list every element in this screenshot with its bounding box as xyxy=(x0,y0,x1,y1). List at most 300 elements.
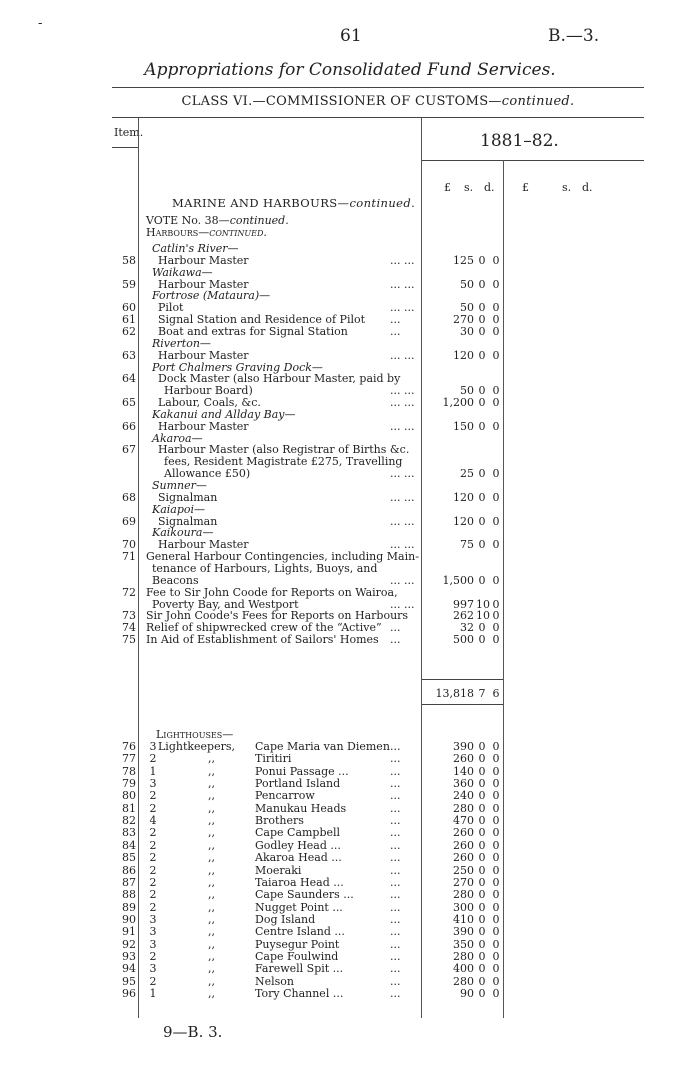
amount-pence: 0 xyxy=(492,609,500,623)
amount-shillings: 0 xyxy=(478,573,486,587)
lighthouse-location: Taiaroa Head ... xyxy=(255,875,344,889)
item-row-75 xyxy=(110,634,510,646)
amount-pence: 0 xyxy=(492,538,500,552)
leader-dots: ... xyxy=(390,962,401,976)
item-number: 90 xyxy=(122,912,136,926)
item-number: 83 xyxy=(122,826,136,840)
total-pounds: 13,818 xyxy=(435,687,474,700)
item-number: 91 xyxy=(122,925,136,939)
lighthouse-row-93 xyxy=(110,951,510,963)
ditto-mark: ,, xyxy=(208,863,215,877)
item-number: 81 xyxy=(122,801,136,815)
item-number: 84 xyxy=(122,838,136,852)
lighthouse-row-79 xyxy=(110,778,510,790)
leader-dots: ... ... xyxy=(390,573,415,587)
ditto-mark: ,, xyxy=(208,752,215,766)
amount-pounds: 280 xyxy=(453,801,474,815)
item-description: Kaikoura— xyxy=(152,526,214,540)
ditto-mark: ,, xyxy=(208,875,215,889)
amount-shillings: 0 xyxy=(478,974,486,988)
leader-dots: ... xyxy=(390,777,401,791)
item-column-header: Item. xyxy=(114,126,144,139)
item-number: 67 xyxy=(122,443,136,457)
lighthouse-location: Nugget Point ... xyxy=(255,900,343,914)
item-description: Allowance £50) xyxy=(164,467,251,481)
lighthouse-location: Centre Island ... xyxy=(255,925,345,939)
lighthouse-row-96 xyxy=(110,988,510,1000)
item-number: 94 xyxy=(122,962,136,976)
amount-shillings: 0 xyxy=(478,419,486,433)
item-description: Signal Station and Residence of Pilot xyxy=(158,313,366,327)
amount-pence: 0 xyxy=(492,851,500,865)
keeper-count: 3 xyxy=(149,777,157,791)
item-description: Waikawa— xyxy=(152,265,213,279)
item-description: In Aid of Establishment of Sailors' Homes xyxy=(146,633,379,647)
keeper-count: 3 xyxy=(149,740,157,753)
subtotal-rule-bottom xyxy=(422,704,503,705)
amount-shillings: 0 xyxy=(478,925,486,939)
amount-shillings: 0 xyxy=(478,801,486,815)
leader-dots: ... xyxy=(390,875,401,889)
amount-shillings: 0 xyxy=(478,777,486,791)
item-description: Harbour Master xyxy=(158,538,249,552)
leader-dots: ... xyxy=(390,937,401,951)
keeper-count: 1 xyxy=(149,764,157,778)
lighthouse-location: Puysegur Point xyxy=(255,937,340,951)
amount-pounds: 30 xyxy=(460,324,474,338)
amount-pounds: 280 xyxy=(453,888,474,902)
item-description: Fee to Sir John Coode for Reports on Wairoa, xyxy=(146,585,398,599)
amount-pence: 0 xyxy=(492,937,500,951)
amount-pounds: 240 xyxy=(453,789,474,803)
item-description: Signalman xyxy=(158,514,218,528)
item-number: 59 xyxy=(122,277,136,291)
amount-pounds: 125 xyxy=(453,253,474,267)
ditto-mark: ,, xyxy=(208,900,215,914)
lighthouse-row-87 xyxy=(110,877,510,889)
pence-unit: d. xyxy=(484,181,495,194)
keeper-count: 2 xyxy=(149,863,157,877)
year-header: 1881–82. xyxy=(480,131,559,151)
ditto-mark: ,, xyxy=(208,962,215,976)
item-number: 78 xyxy=(122,764,136,778)
lighthouse-row-90 xyxy=(110,914,510,926)
amount-shillings: 0 xyxy=(478,789,486,803)
lighthouse-row-95 xyxy=(110,976,510,988)
item-number: 86 xyxy=(122,863,136,877)
amount-pounds: 90 xyxy=(460,987,474,1000)
leader-dots: ... ... xyxy=(390,597,415,611)
amount-shillings: 0 xyxy=(478,949,486,963)
item-description: Port Chalmers Graving Dock— xyxy=(152,360,323,374)
keeper-count: 2 xyxy=(149,900,157,914)
item-number: 58 xyxy=(122,253,136,267)
amount-pence: 0 xyxy=(492,313,500,327)
amount-pence: 0 xyxy=(492,863,500,877)
leader-dots: ... xyxy=(390,888,401,902)
lighthouse-location: Brothers xyxy=(255,814,304,828)
amount-shillings: 0 xyxy=(478,324,486,338)
pound-unit-2: £ xyxy=(522,181,529,194)
section-title xyxy=(172,196,415,210)
lighthouse-location: Tory Channel ... xyxy=(255,987,344,1000)
leader-dots: ... xyxy=(390,621,401,635)
ditto-mark: ,, xyxy=(208,801,215,815)
amount-pounds: 400 xyxy=(453,962,474,976)
leader-dots: ... ... xyxy=(390,419,415,433)
amount-shillings: 0 xyxy=(478,277,486,291)
amount-pounds: 262 xyxy=(453,609,474,623)
class-title-cont: continued. xyxy=(501,94,575,109)
item-description: Sir John Coode's Fees for Reports on Harbours xyxy=(146,609,409,623)
amount-pounds: 260 xyxy=(453,752,474,766)
amount-pounds: 390 xyxy=(453,740,474,753)
item-description: General Harbour Contingencies, including Main- xyxy=(146,550,419,564)
item-number: 64 xyxy=(122,372,136,386)
amount-pence: 0 xyxy=(492,348,500,362)
document-reference: B.—3. xyxy=(548,26,600,46)
lighthouse-location: Godley Head ... xyxy=(255,838,341,852)
item-number: 74 xyxy=(122,621,136,635)
amount-pounds: 50 xyxy=(460,301,474,315)
item-row-63 xyxy=(110,350,510,362)
leader-dots: ... xyxy=(390,851,401,865)
item-row-continuation xyxy=(110,338,510,350)
harbours-cont: continued. xyxy=(209,226,267,239)
item-row-continuation xyxy=(110,575,510,587)
amount-pounds: 350 xyxy=(453,937,474,951)
amount-pence: 0 xyxy=(492,752,500,766)
lightkeepers-label: Lightkeepers, xyxy=(158,740,236,753)
amount-shillings: 0 xyxy=(478,396,486,410)
amount-pence: 0 xyxy=(492,301,500,315)
keeper-count: 2 xyxy=(149,826,157,840)
item-description: Boat and extras for Signal Station xyxy=(158,324,348,338)
leader-dots: ... ... xyxy=(390,384,415,398)
amount-pounds: 260 xyxy=(453,826,474,840)
item-description: Harbour Master xyxy=(158,348,249,362)
item-number: 66 xyxy=(122,419,136,433)
item-number: 69 xyxy=(122,514,136,528)
amount-pounds: 25 xyxy=(460,467,474,481)
ditto-mark: ,, xyxy=(208,777,215,791)
lighthouse-row-81 xyxy=(110,803,510,815)
leader-dots: ... ... xyxy=(390,538,415,552)
item-description: Harbour Master xyxy=(158,419,249,433)
amount-shillings: 10 xyxy=(476,609,490,623)
vote-main: VOTE No. 38— xyxy=(146,214,230,227)
amount-pounds: 120 xyxy=(453,490,474,504)
keeper-count: 2 xyxy=(149,851,157,865)
shilling-unit: s. xyxy=(464,181,474,194)
item-description: Pilot xyxy=(158,301,184,315)
item-row-continuation xyxy=(110,504,510,516)
amount-shillings: 0 xyxy=(478,851,486,865)
amount-pounds: 260 xyxy=(453,851,474,865)
amount-pence: 0 xyxy=(492,490,500,504)
item-description: Beacons xyxy=(152,573,199,587)
keeper-count: 2 xyxy=(149,789,157,803)
lighthouse-location: Portland Island xyxy=(255,777,341,791)
leader-dots: ... xyxy=(390,900,401,914)
pound-unit: £ xyxy=(444,181,451,194)
amount-shillings: 0 xyxy=(478,253,486,267)
leader-dots: ... xyxy=(390,789,401,803)
amount-pounds: 250 xyxy=(453,863,474,877)
amount-shillings: 0 xyxy=(478,752,486,766)
item-number: 70 xyxy=(122,538,136,552)
amount-pence: 0 xyxy=(492,974,500,988)
harbours-main: Harbours— xyxy=(146,226,210,239)
amount-shillings: 0 xyxy=(478,538,486,552)
leader-dots: ... xyxy=(390,633,401,647)
item-number: 76 xyxy=(122,740,136,753)
lighthouse-location: Tiritiri xyxy=(255,752,292,766)
item-description: Kakanui and Allday Bay— xyxy=(152,407,296,421)
amount-pence: 0 xyxy=(492,597,500,611)
lighthouse-row-78 xyxy=(110,766,510,778)
amount-pence: 0 xyxy=(492,900,500,914)
leader-dots: ... xyxy=(390,949,401,963)
amount-pence: 0 xyxy=(492,621,500,635)
item-description: Harbour Master (also Registrar of Births &c. xyxy=(158,443,410,457)
amount-pence: 0 xyxy=(492,838,500,852)
amount-shillings: 0 xyxy=(478,987,486,1000)
lighthouse-row-77 xyxy=(110,753,510,765)
lighthouse-row-88 xyxy=(110,889,510,901)
amount-pence: 0 xyxy=(492,814,500,828)
amount-pence: 0 xyxy=(492,253,500,267)
amount-pence: 0 xyxy=(492,514,500,528)
item-description: Signalman xyxy=(158,490,218,504)
amount-pence: 0 xyxy=(492,764,500,778)
ditto-mark: ,, xyxy=(208,949,215,963)
item-number: 80 xyxy=(122,789,136,803)
lighthouse-location: Akaroa Head ... xyxy=(255,851,342,865)
amount-pence: 0 xyxy=(492,419,500,433)
amount-shillings: 0 xyxy=(478,937,486,951)
year-rule xyxy=(422,160,644,161)
keeper-count: 2 xyxy=(149,875,157,889)
lighthouse-row-91 xyxy=(110,926,510,938)
amount-pence: 0 xyxy=(492,987,500,1000)
amount-pence: 0 xyxy=(492,467,500,481)
amount-shillings: 0 xyxy=(478,740,486,753)
amount-pence: 0 xyxy=(492,277,500,291)
class-title xyxy=(112,94,644,109)
item-description: Harbour Board) xyxy=(164,384,253,398)
item-description: Akaroa— xyxy=(152,431,203,445)
ditto-mark: ,, xyxy=(208,826,215,840)
amount-pounds: 270 xyxy=(453,875,474,889)
class-title-main: CLASS VI.—COMMISSIONER OF CUSTOMS— xyxy=(181,94,502,109)
amount-pence: 0 xyxy=(492,777,500,791)
amount-shillings: 0 xyxy=(478,384,486,398)
keeper-count: 3 xyxy=(149,925,157,939)
amount-pence: 0 xyxy=(492,396,500,410)
lighthouse-row-83 xyxy=(110,827,510,839)
lighthouse-location: Cape Saunders ... xyxy=(255,888,354,902)
amount-pounds: 50 xyxy=(460,277,474,291)
ditto-mark: ,, xyxy=(208,851,215,865)
ditto-mark: ,, xyxy=(208,814,215,828)
amount-pounds: 390 xyxy=(453,925,474,939)
amount-pounds: 75 xyxy=(460,538,474,552)
amount-pence: 0 xyxy=(492,875,500,889)
amount-pounds: 300 xyxy=(453,900,474,914)
amount-shillings: 0 xyxy=(478,348,486,362)
amount-pounds: 280 xyxy=(453,974,474,988)
item-number: 92 xyxy=(122,937,136,951)
amount-shillings: 0 xyxy=(478,826,486,840)
harbours-line xyxy=(110,227,510,239)
item-number: 68 xyxy=(122,490,136,504)
keeper-count: 2 xyxy=(149,888,157,902)
amount-shillings: 0 xyxy=(478,621,486,635)
lighthouse-row-82 xyxy=(110,815,510,827)
lighthouse-row-92 xyxy=(110,939,510,951)
total-shillings: 7 xyxy=(478,687,486,700)
keeper-count: 3 xyxy=(149,912,157,926)
lighthouses-title: Lighthouses— xyxy=(156,728,234,741)
lighthouse-location: Dog Island xyxy=(255,912,316,926)
amount-pounds: 1,500 xyxy=(442,573,474,587)
ditto-mark: ,, xyxy=(208,912,215,926)
item-number: 61 xyxy=(122,313,136,327)
ditto-mark: ,, xyxy=(208,987,215,1000)
item-description: Harbour Master xyxy=(158,253,249,267)
keeper-count: 1 xyxy=(149,987,157,1000)
amount-pence: 0 xyxy=(492,925,500,939)
item-description: Fortrose (Mataura)— xyxy=(152,289,271,303)
amount-pence: 0 xyxy=(492,633,500,647)
keeper-count: 2 xyxy=(149,949,157,963)
section-title-main: MARINE AND HARBOURS— xyxy=(172,196,350,210)
item-number: 85 xyxy=(122,851,136,865)
ditto-mark: ,, xyxy=(208,789,215,803)
lighthouse-location: Nelson xyxy=(255,974,295,988)
item-number: 60 xyxy=(122,301,136,315)
lighthouse-row-89 xyxy=(110,902,510,914)
item-number: 65 xyxy=(122,396,136,410)
amount-pounds: 120 xyxy=(453,514,474,528)
leader-dots: ... xyxy=(390,752,401,766)
amount-pounds: 500 xyxy=(453,633,474,647)
item-description: tenance of Harbours, Lights, Buoys, and xyxy=(152,561,378,575)
leader-dots: ... ... xyxy=(390,253,415,267)
leader-dots: ... xyxy=(390,826,401,840)
item-number: 75 xyxy=(122,633,136,647)
item-description: Catlin's River— xyxy=(152,242,239,255)
keeper-count: 2 xyxy=(149,752,157,766)
amount-shillings: 0 xyxy=(478,875,486,889)
amount-pounds: 360 xyxy=(453,777,474,791)
item-number: 95 xyxy=(122,974,136,988)
amount-pounds: 260 xyxy=(453,838,474,852)
item-number: 96 xyxy=(122,987,136,1000)
page-title: Appropriations for Consolidated Fund Services. xyxy=(144,60,556,80)
leader-dots: ... ... xyxy=(390,396,415,410)
amount-pounds: 50 xyxy=(460,384,474,398)
leader-dots: ... ... xyxy=(390,467,415,481)
lighthouse-row-85 xyxy=(110,852,510,864)
lighthouse-location: Moeraki xyxy=(255,863,302,877)
amount-pounds: 997 xyxy=(453,597,474,611)
page-number: 61 xyxy=(340,26,362,46)
amount-pence: 0 xyxy=(492,573,500,587)
leader-dots: ... ... xyxy=(390,490,415,504)
lighthouse-location: Manukau Heads xyxy=(255,801,347,815)
keeper-count: 2 xyxy=(149,974,157,988)
vote-cont: continued. xyxy=(229,214,289,227)
lighthouse-location: Farewell Spit ... xyxy=(255,962,344,976)
keeper-count: 3 xyxy=(149,937,157,951)
amount-shillings: 0 xyxy=(478,863,486,877)
lighthouse-location: Cape Campbell xyxy=(255,826,341,840)
item-number: 71 xyxy=(122,550,136,564)
leader-dots: ... xyxy=(390,987,401,1000)
amount-pence: 0 xyxy=(492,949,500,963)
lighthouse-row-80 xyxy=(110,790,510,802)
item-row-continuation xyxy=(110,267,510,279)
amount-shillings: 0 xyxy=(478,912,486,926)
item-description: Riverton— xyxy=(152,336,211,350)
ditto-mark: ,, xyxy=(208,925,215,939)
amount-pence: 0 xyxy=(492,801,500,815)
item-number: 63 xyxy=(122,348,136,362)
amount-pence: 0 xyxy=(492,888,500,902)
amount-pounds: 280 xyxy=(453,949,474,963)
amount-pence: 0 xyxy=(492,962,500,976)
amount-pence: 0 xyxy=(492,912,500,926)
ditto-mark: ,, xyxy=(208,838,215,852)
total-pence: 6 xyxy=(492,687,500,700)
keeper-count: 2 xyxy=(149,838,157,852)
ditto-mark: ,, xyxy=(208,974,215,988)
leader-dots: ... xyxy=(390,313,401,327)
item-number: 87 xyxy=(122,875,136,889)
leader-dots: ... ... xyxy=(390,301,415,315)
amount-pounds: 120 xyxy=(453,348,474,362)
item-number: 82 xyxy=(122,814,136,828)
keeper-count: 4 xyxy=(149,814,157,828)
amount-shillings: 10 xyxy=(476,597,490,611)
amount-shillings: 0 xyxy=(478,313,486,327)
item-description: Dock Master (also Harbour Master, paid by xyxy=(158,372,401,386)
lighthouse-row-94 xyxy=(110,963,510,975)
scan-mark: - xyxy=(38,16,43,31)
amount-shillings: 0 xyxy=(478,301,486,315)
item-number: 72 xyxy=(122,585,136,599)
item-number: 93 xyxy=(122,949,136,963)
item-number: 88 xyxy=(122,888,136,902)
item-row-66 xyxy=(110,421,510,433)
amount-pence: 0 xyxy=(492,324,500,338)
amount-pounds: 1,200 xyxy=(442,396,474,410)
item-description: Sumner— xyxy=(152,479,207,492)
section-title-cont: continued. xyxy=(349,196,416,210)
item-number: 77 xyxy=(122,752,136,766)
item-description: fees, Resident Magistrate £275, Travelling xyxy=(164,455,403,469)
top-rule xyxy=(112,87,644,88)
item-description: Kaiapoi— xyxy=(152,502,206,516)
lighthouse-location: Pencarrow xyxy=(255,789,315,803)
pence-unit-2: d. xyxy=(582,181,593,194)
leader-dots: ... xyxy=(390,912,401,926)
amount-shillings: 0 xyxy=(478,633,486,647)
item-description: Labour, Coals, &c. xyxy=(158,396,261,410)
amount-shillings: 0 xyxy=(478,900,486,914)
